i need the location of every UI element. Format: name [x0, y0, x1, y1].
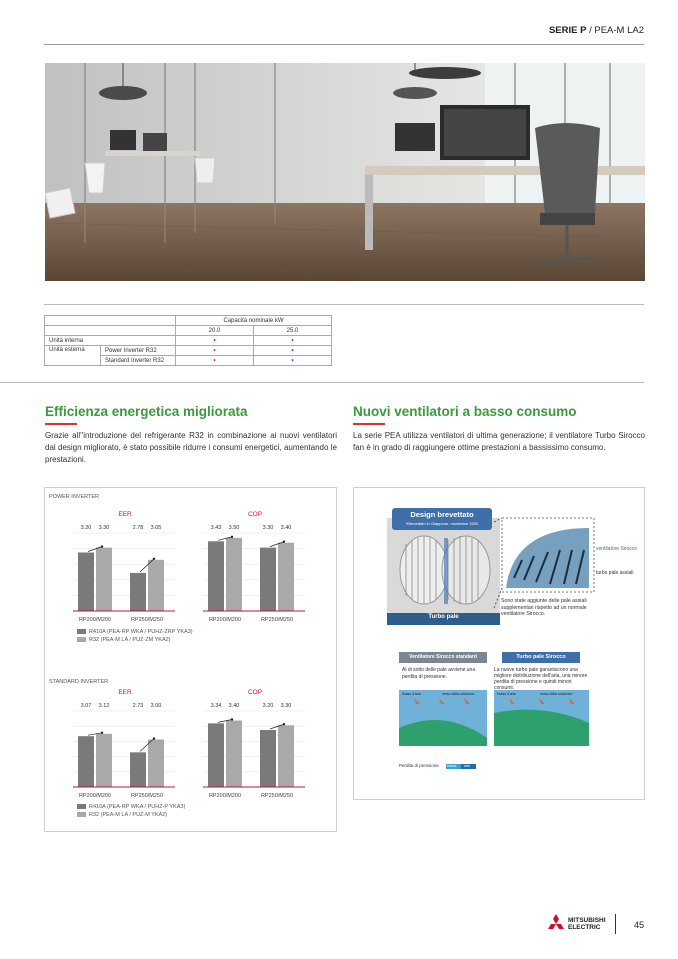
page-number: 45	[634, 920, 645, 930]
trend-arrow-head	[153, 737, 155, 739]
brand-line-1: MITSUBISHI	[568, 917, 606, 924]
chart-title: EER	[118, 511, 132, 518]
diamonds-icon	[546, 914, 566, 932]
bar	[148, 560, 164, 611]
bar	[208, 723, 224, 787]
bar	[208, 541, 224, 611]
legend-swatch	[77, 804, 86, 809]
series-model: / PEA-M LA2	[586, 25, 644, 36]
standard-legend-1	[77, 804, 185, 810]
scale-low: bassa	[447, 764, 457, 768]
category-label: RP200/M200	[208, 793, 242, 799]
power-inverter-title: POWER INVERTER	[49, 494, 100, 500]
bar	[226, 538, 242, 611]
title-underline	[353, 423, 385, 425]
category-label: RP250/M250	[260, 617, 294, 623]
series-name: SERIE P	[548, 25, 587, 36]
data-label: 3.05	[150, 525, 162, 531]
data-label: 3.20	[262, 703, 274, 709]
bar	[78, 553, 94, 612]
bar	[260, 730, 276, 787]
chart-title: COP	[247, 689, 263, 696]
fan-figure-panel	[353, 487, 645, 800]
left-section-title: Efficienza energetica migliorata	[45, 404, 248, 419]
badge-subtitle: *Brevettato in Giappone, novembre 2020	[405, 521, 479, 526]
bar	[226, 721, 242, 788]
mark: •	[176, 346, 254, 356]
legend-swatch	[77, 637, 86, 642]
header-rule	[44, 44, 644, 45]
brand-line-2: ELECTRIC	[568, 924, 601, 931]
trend-arrow-head	[283, 541, 285, 543]
row-internal: Unità interna	[45, 336, 176, 346]
power-legend-1	[77, 629, 193, 635]
standard-legend-2	[77, 812, 167, 818]
category-label: RP200/M200	[78, 793, 112, 799]
data-label: 3.30	[280, 703, 292, 709]
bar	[148, 740, 164, 788]
category-label: RP200/M200	[208, 617, 242, 623]
trend-arrow-head	[101, 732, 103, 734]
mark: •	[254, 336, 332, 346]
divider	[0, 382, 644, 383]
pressure-label: Perdita di pressione	[399, 763, 439, 768]
flow-label: flusso d'aria	[497, 692, 516, 696]
legend-swatch	[77, 629, 86, 634]
trend-arrow-head	[153, 558, 155, 560]
axial-blade-marker	[444, 538, 448, 604]
data-label: 3.40	[280, 525, 292, 531]
bar	[278, 725, 294, 787]
row-standard-inverter: Standard Inverter R32	[101, 356, 176, 366]
divider	[44, 304, 644, 305]
bar	[278, 543, 294, 611]
bar	[96, 734, 112, 787]
category-label: RP250/M250	[130, 793, 164, 799]
bar	[96, 548, 112, 611]
category-label: RP200/M200	[78, 617, 112, 623]
scale-high: alta	[464, 764, 470, 768]
data-label: 3.34	[210, 703, 222, 709]
charts-panel	[44, 487, 337, 832]
rotation-label: verso della rotazione	[442, 692, 475, 696]
trend-arrow-head	[101, 545, 103, 547]
rotation-label: verso della rotazione	[540, 692, 573, 696]
row-power-inverter: Power Inverter R32	[101, 346, 176, 356]
data-label: 2.78	[132, 525, 144, 531]
mark: •	[254, 346, 332, 356]
legend-label: R32 (PEA-M LA / PUZ-M YKA2)	[89, 812, 168, 818]
mark: •	[176, 336, 254, 346]
title-underline	[45, 423, 77, 425]
data-label: 3.07	[80, 703, 92, 709]
mark: •	[176, 356, 254, 366]
data-label: 3.30	[98, 525, 110, 531]
left-section-text: Grazie all''introduzione del refrigerante R32 in combinazione ai nuovi ventilatori dal design migliorato, è stato possibile ridurre i consumi energetici, aumentando le prestazioni.	[45, 431, 337, 464]
power-legend-2	[77, 637, 171, 643]
std-title: Ventilatore Sirocco standard	[409, 654, 477, 660]
chart-title: EER	[118, 689, 132, 696]
fan-illustration	[354, 488, 646, 801]
data-label: 2.73	[132, 703, 144, 709]
sirocco-label: ventilatore Sirocco	[596, 546, 638, 552]
data-label: 3.50	[228, 525, 240, 531]
data-label: 3.20	[80, 525, 92, 531]
page-header	[549, 25, 644, 36]
data-label: 3.40	[228, 703, 240, 709]
legend-label: R410A (PEA-RP WKA / PUHZ-P YKA3)	[89, 804, 186, 810]
flow-label: flusso d'aria	[402, 692, 421, 696]
std-text: Al di sotto delle pale avviene una perdita di pressione.	[402, 667, 476, 680]
legend-swatch	[77, 812, 86, 817]
turbo-text: La nuove turbo pale garantiscono una migliore distribuzione dell'aria, una minore perdita di pressione e quindi minori consumi.	[494, 667, 588, 691]
turbo-title: Turbo pale Sirocco	[516, 654, 566, 660]
category-label: RP250/M250	[260, 793, 294, 799]
data-label: 3.00	[150, 703, 162, 709]
capacity-table	[44, 315, 332, 366]
data-label: 3.43	[210, 525, 222, 531]
category-label: RP250/M250	[130, 617, 164, 623]
badge-title: Design brevettato	[410, 510, 474, 519]
column-25: 25.0	[254, 326, 332, 336]
bar	[260, 548, 276, 611]
charts-svg	[45, 488, 338, 833]
data-label: 3.30	[262, 525, 274, 531]
mark: •	[254, 356, 332, 366]
table-heading: Capacità nominale kW	[176, 316, 332, 326]
turbo-label: Turbo pale	[428, 614, 459, 620]
data-label: 3.12	[98, 703, 110, 709]
standard-inverter-title: STANDARD INVERTER	[49, 679, 109, 685]
footer-separator	[615, 914, 616, 934]
legend-label: R32 (PEA-M LA / PUZ-ZM YKA2)	[89, 637, 171, 643]
mitsubishi-logo	[546, 914, 566, 937]
column-20: 20.0	[176, 326, 254, 336]
brand-name	[568, 917, 606, 931]
trend-arrow-head	[231, 718, 233, 720]
right-section-text: La serie PEA utilizza ventilatori di ultima generazione; il ventilatore Turbo Sirocco fan è in grado di raggiungere ottime prestazioni a bassissimo consumo.	[353, 431, 645, 452]
right-section-title: Nuovi ventilatori a basso consumo	[353, 404, 577, 419]
bar	[78, 736, 94, 787]
bar	[130, 752, 146, 787]
row-external: Unità esterna	[45, 346, 101, 366]
fan-caption: Sono state aggiunte delle pale assiali supplementari rispetto ad un normale ventilatore Sirocco.	[501, 598, 587, 617]
axial-label: turbo pale assiali	[596, 570, 634, 576]
trend-arrow-head	[283, 723, 285, 725]
office-photo	[45, 63, 645, 281]
trend-arrow-head	[231, 536, 233, 538]
chart-title: COP	[247, 511, 263, 518]
bar	[130, 573, 146, 611]
legend-label: R410A (PEA-RP WKA / PUHZ-ZRP YKA3)	[89, 629, 193, 635]
